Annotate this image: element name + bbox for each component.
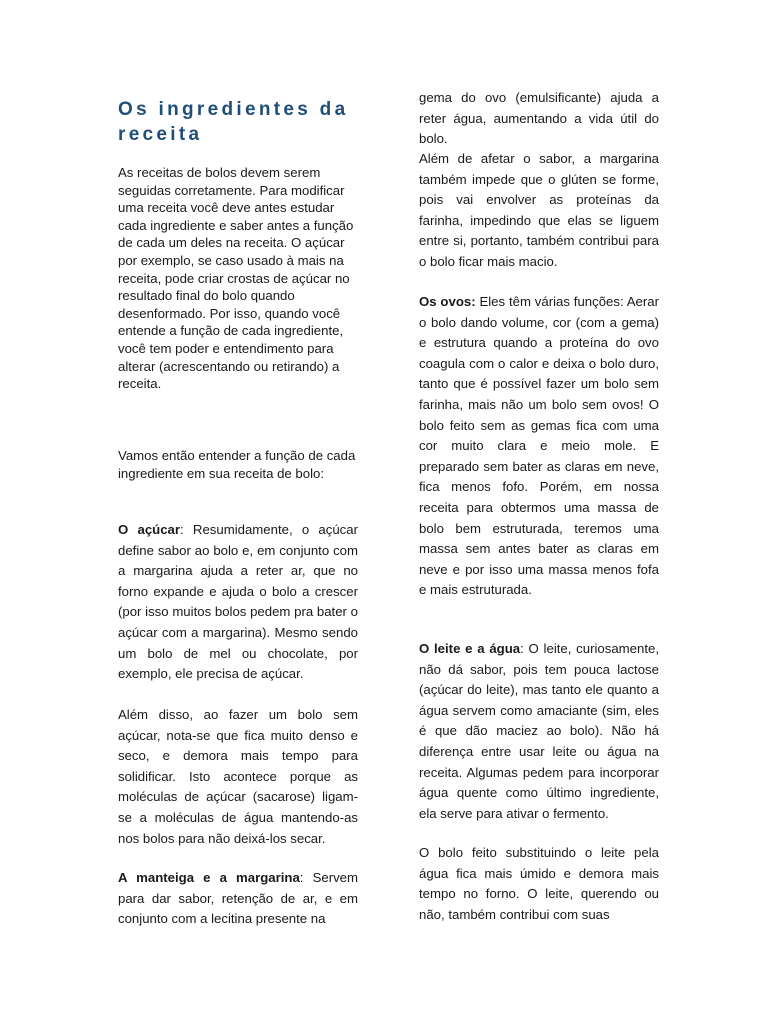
acucar-paragraph (118, 520, 358, 685)
ovos-label: Os ovos: (419, 294, 476, 309)
ovos-paragraph (419, 292, 659, 601)
intro-paragraph-2: Vamos então entender a função de cada ingrediente em sua receita de bolo: (118, 448, 356, 481)
leite-paragraph (419, 639, 659, 824)
manteiga-label: A manteiga e a margarina (118, 870, 300, 885)
leite-label: O leite e a água (419, 641, 521, 656)
margarina-paragraph: Além de afetar o sabor, a margarina também impede que o glúten se forme, pois vai envolver as proteínas da farinha, impedindo que elas se liguem entre si, portanto, também contribui para o bolo ficar mais macio. (419, 151, 659, 269)
acucar-label: O açúcar (118, 522, 181, 537)
acucar-text: : Resumidamente, o açúcar define sabor ao bolo e, em conjunto com a margarina ajuda a reter ar, que no forno expande e ajuda o bolo a crescer (por isso muitos bolos pedem pra bater o açúcar com a margarina). Mesmo sendo um bolo de mel ou chocolate, por exemplo, ele precisa de açúcar. (118, 522, 358, 682)
manteiga-text: : Servem para dar sabor, retenção de ar, e em conjunto com a lecitina presente na (118, 870, 359, 927)
manteiga-paragraph (118, 868, 358, 930)
leite-paragraph-2: O bolo feito substituindo o leite pela água fica mais úmido e demora mais tempo no forno. O leite, querendo ou não, também contribui com suas (419, 845, 659, 922)
acucar-paragraph-2: Além disso, ao fazer um bolo sem açúcar, nota-se que fica muito denso e seco, e demora mais tempo para solidificar. Isto acontece porque as moléculas de açúcar (sacarose) ligam-se a moléculas de água mantendo-as nos bolos para não deixá-los secar. (118, 707, 358, 846)
leite-text: : O leite, curiosamente, não dá sabor, pois tem pouca lactose (açúcar do leite), mas tanto ele quanto a água servem como amaciante (sim, eles é que dão maciez ao bolo). Não há diferença entre usar leite ou água na receita. Algumas pedem para incorporar água quente como último ingrediente, ela serve para ativar o fermento. (419, 641, 659, 821)
intro-paragraph: As receitas de bolos devem serem seguidas corretamente. Para modificar uma receita você deve antes estudar cada ingrediente e saber antes a função de cada um deles na receita. O açúcar por exemplo, se caso usado à mais na receita, pode criar crostas de açúcar no resultado final do bolo quando desenformado. Por isso, quando você entende a função de cada ingrediente, você tem poder e entendimento para alterar (acrescentando ou retirando) a receita. (118, 165, 354, 392)
ovos-text: Eles têm várias funções: Aerar o bolo dando volume, cor (com a gema) e estrutura quando a proteína do ovo coagula com o calor e deixa o bolo duro, tanto que é possível fazer um bolo sem farinha, mais não um bolo sem ovos! O bolo feito sem as gemas fica com uma cor muito clara e meio mole. E preparado sem bater as claras em neve, fica menos fofo. Porém, em nossa receita para obtermos uma massa de bolo bem estruturada, teremos uma massa sem antes bater as claras em neve e por isso uma massa menos fofa e mais estruturada. (419, 294, 659, 598)
manteiga-continuation: gema do ovo (emulsificante) ajuda a reter água, aumentando a vida útil do bolo. (419, 90, 659, 147)
page-title: Os ingredientes da receita (118, 99, 349, 145)
